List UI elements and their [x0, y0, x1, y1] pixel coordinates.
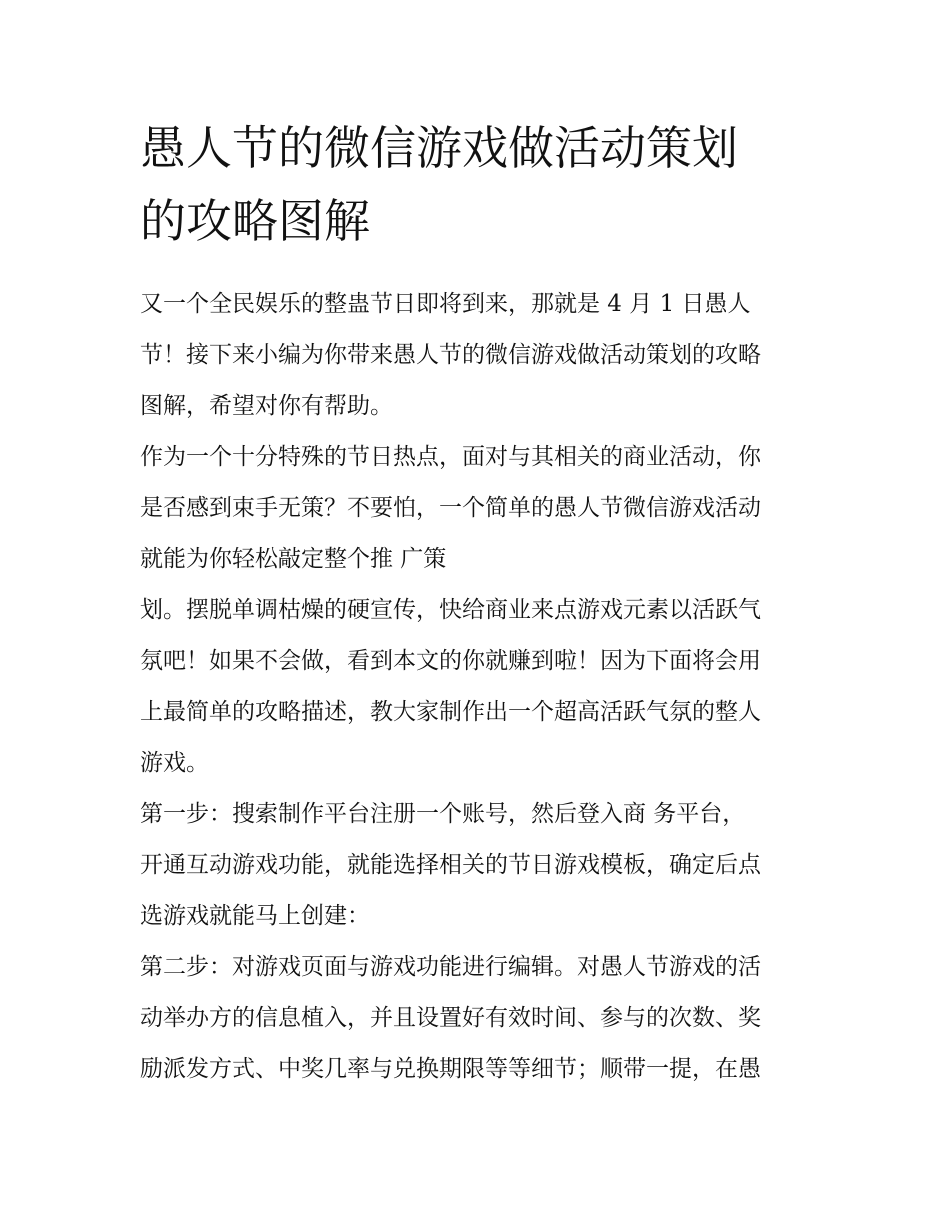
text-line: 就能为你轻松敲定整个推 广策	[140, 546, 447, 572]
paragraph-step-one	[140, 789, 815, 942]
text-line: 游戏。	[140, 750, 209, 776]
text-line: 第一步：搜索制作平台注册一个账号，然后登入商 务平台，	[140, 801, 746, 827]
text-line: 励派发方式、中奖几率与兑换期限等等细节；顺带一提，在愚	[140, 1056, 761, 1082]
title-line-2: 的攻略图解	[140, 194, 370, 248]
paragraph-intro	[140, 279, 815, 432]
text-line: 选游戏就能马上创建：	[140, 903, 370, 929]
text-line: 作为一个十分特殊的节日热点，面对与其相关的商业活动，你	[140, 444, 761, 470]
document-body	[140, 279, 815, 1095]
title-line-1: 愚人节的微信游戏做活动策划	[140, 121, 738, 175]
text-line: 又一个全民娱乐的整蛊节日即将到来，那就是 4 月 1 日愚人	[140, 291, 751, 317]
paragraph-context	[140, 432, 815, 585]
text-line: 第二步：对游戏页面与游戏功能进行编辑。对愚人节游戏的活	[140, 954, 761, 980]
text-line: 开通互动游戏功能，就能选择相关的节日游戏模板，确定后点	[140, 852, 761, 878]
paragraph-benefit	[140, 585, 815, 789]
text-line: 氛吧！如果不会做，看到本文的你就赚到啦！因为下面将会用	[140, 648, 761, 674]
text-line: 图解，希望对你有帮助。	[140, 393, 393, 419]
text-line: 节！接下来小编为你带来愚人节的微信游戏做活动策划的攻略	[140, 342, 761, 368]
paragraph-step-two	[140, 942, 815, 1095]
text-line: 上最简单的攻略描述，教大家制作出一个超高活跃气氛的整人	[140, 699, 761, 725]
text-line: 是否感到束手无策？不要怕，一个简单的愚人节微信游戏活动	[140, 495, 761, 521]
document-title	[140, 112, 815, 258]
text-line: 划。摆脱单调枯燥的硬宣传，快给商业来点游戏元素以活跃气	[140, 597, 761, 623]
text-line: 动举办方的信息植入，并且设置好有效时间、参与的次数、奖	[140, 1005, 761, 1031]
document-page	[140, 112, 815, 1095]
